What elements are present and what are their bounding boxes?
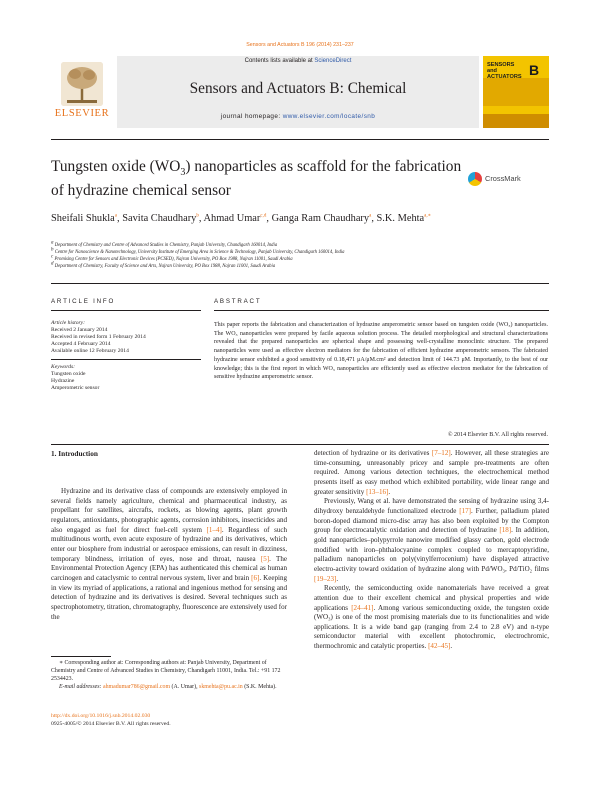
author-name[interactable]: S.K. Mehta <box>376 213 425 224</box>
body-paragraph: Hydrazine and its derivative class of compounds are extensively employed in several fields namely agriculture, chemical and pharmaceutical industry, as propellant for satellites, aircrafts, rockets, as blowing agents, plant growth regulators, antioxidants, photographic agents, corrosion inhibitors, insecticides and also engaged as fuel for direct fuel-cell system [1–4]. Regardless of such multitudinous worth, even acute exposure of hydrazine and its derivatives, which enter our biosphere from industrial or aerospace emissions, can result in dizziness, temporary blindness, irritation of eyes, nose and throat, nausea [5]. The Environmental Protection Agency (EPA) has authenticated this chemical as human carcinogen and cataclysmic to central nervous system, liver and brain [6]. Keeping in view its myriad of applications, a rational and ingenious method for sensing and detection of hydrazine and its derivatives is desired. Several techniques such as spectrophotometry, titration, chromatography, fluorescence are extensively used for the <box>51 487 288 621</box>
affiliation-text: Promising Centre for Sensors and Electronic Devices (PCSED), Najran University, PO Box 1988, Najran 11001, Saudi Arabia <box>54 257 293 262</box>
journal-citation[interactable]: Sensors and Actuators B 196 (2014) 231–237 <box>246 42 354 48</box>
corresponding-author-note: ∗ Corresponding author at: Corresponding authors at: Panjab University, Department of Chemistry and Centre of Advanced Studies in Chemistry, Chandigarh 11001, India. Tel.: +91 172 2534423. <box>51 660 281 682</box>
affiliation-mark: b <box>51 247 55 253</box>
keyword-item: Tungsten oxide <box>51 371 86 377</box>
body-column-left <box>51 487 287 622</box>
citation-link[interactable]: [19–23] <box>314 574 337 583</box>
header-rule <box>51 139 549 140</box>
body-paragraph: Previously, Wang et al. have demonstrated the sensing of hydrazine using 3,4-dihydroxy benzaldehyde functionalized electrode [17]. Further, palladium plated boron-doped diamond micro-disc array has also been exploited by the Compton group for electrocatalytic oxidation and detection of hydrazine [18]. In addition, gold nanoparticles–polypyrrole nanowire modified glassy carbon, gold electrode modified with iron–phthalocyanine complex coupled to mercaptopyridine, palladium nanoparticles on poly(vinylferrocenium) have displayed attractive electro-activity toward oxidation of hydrazine along with Pd/WO₃, Pd/TiO₂ films [19–23]. <box>314 497 550 583</box>
author-name[interactable]: Savita Chaudhary <box>122 213 197 224</box>
divider <box>214 310 549 311</box>
email-line <box>51 684 287 692</box>
journal-band <box>117 56 479 128</box>
doi-block <box>51 713 287 729</box>
article-title <box>51 158 471 200</box>
affiliation-marker[interactable]: a,∗ <box>424 213 432 219</box>
divider <box>51 444 549 445</box>
affiliation-marker[interactable]: a <box>114 213 118 219</box>
citation-link[interactable]: [17] <box>459 506 472 515</box>
section-heading-introduction: 1. Introduction <box>51 449 98 458</box>
affiliation-item <box>51 242 549 249</box>
cover-line3: ACTUATORS <box>487 74 522 80</box>
contents-prefix: Contents lists available at <box>244 58 315 64</box>
citation-link[interactable]: [24–41] <box>351 603 374 612</box>
article-info-heading: ARTICLE INFO <box>51 298 116 305</box>
title-part1: Tungsten oxide (WO <box>51 158 181 175</box>
contents-line <box>117 58 479 64</box>
divider <box>51 359 201 360</box>
affiliation-item <box>51 256 549 263</box>
body-paragraph: detection of hydrazine or its derivatives [7–12]. However, all these strategies are time-consuming, unreasonably pricey and sample pre-treatments are often required. Among various detection techniques, the electrochemical method presents itself as easy method which exhibited portability, wide linear range and greater sensitivity [13–16]. <box>314 449 549 496</box>
affiliation-item <box>51 263 549 270</box>
cover-line1: SENSORS <box>487 62 515 68</box>
cover-bottom <box>483 114 549 128</box>
cover-line2: and <box>487 68 497 74</box>
affiliation-marker[interactable]: b <box>196 213 199 219</box>
cover-title <box>487 62 522 80</box>
author-name[interactable]: Ahmad Umar <box>203 213 261 224</box>
title-subscript: 3 <box>180 167 186 179</box>
cover-letter: B <box>529 62 540 78</box>
homepage-line <box>117 113 479 120</box>
elsevier-logo <box>51 56 113 128</box>
keywords-list <box>51 371 201 392</box>
crossmark-icon <box>468 172 482 186</box>
author-separator: , <box>117 213 123 224</box>
history-item: Received 2 January 2014 <box>51 327 108 333</box>
keyword-item: Amperometric sensor <box>51 385 100 391</box>
affiliation-mark: a <box>51 240 55 246</box>
divider <box>51 310 201 311</box>
sciencedirect-link[interactable]: ScienceDirect <box>314 58 352 64</box>
footnotes <box>51 660 287 692</box>
affiliation-mark: c <box>51 254 55 260</box>
author-name[interactable]: Sheifali Shukla <box>51 213 115 224</box>
homepage-prefix: journal homepage: <box>220 113 283 120</box>
elsevier-tree-icon <box>61 62 103 106</box>
author-name[interactable]: Ganga Ram Chaudhary <box>271 213 370 224</box>
cover-band <box>483 78 549 106</box>
email-link-mehta[interactable]: skmehta@pu.ac.in <box>199 683 243 690</box>
citation-link[interactable]: [18] <box>499 526 512 535</box>
author-separator: , <box>198 213 204 224</box>
author-separator: , <box>371 213 377 224</box>
citation-link[interactable]: [13–16] <box>366 487 389 496</box>
citation-link[interactable]: [1–4] <box>206 525 222 534</box>
email-link-umar[interactable]: ahmadumar786@gmail.com <box>102 683 171 690</box>
affiliation-mark: d <box>51 261 55 267</box>
body-column-right <box>314 449 549 652</box>
crossmark-label: CrossMark <box>485 174 521 183</box>
affiliation-item <box>51 249 549 256</box>
author-separator: , <box>266 213 272 224</box>
divider <box>51 283 549 284</box>
abstract-copyright: © 2014 Elsevier B.V. All rights reserved. <box>447 432 548 438</box>
abstract-heading: ABSTRACT <box>214 298 262 305</box>
history-title: Article history: <box>51 320 86 326</box>
doi-link[interactable]: http://dx.doi.org/10.1016/j.snb.2014.02.030 <box>51 713 151 719</box>
footnote-rule <box>51 656 111 657</box>
affiliations <box>51 242 549 270</box>
journal-cover-thumbnail <box>483 56 549 128</box>
journal-title: Sensors and Actuators B: Chemical <box>189 80 407 97</box>
issn-line: 0925-4005/© 2014 Elsevier B.V. All rights reserved. <box>51 720 171 727</box>
article-info <box>51 320 201 392</box>
citation-link[interactable]: [5] <box>260 554 270 563</box>
affiliation-marker[interactable]: a <box>369 213 372 219</box>
history-item: Accepted 4 February 2014 <box>51 341 111 347</box>
citation-link[interactable]: [7–12] <box>431 449 451 457</box>
citation-link[interactable]: [42–45] <box>428 642 451 651</box>
keywords-title: Keywords: <box>51 364 76 370</box>
abstract-text: This paper reports the fabrication and characterization of hydrazine amperometric sensor based on tungsten oxide (WO₃) nanoparticles. The WO₃ nanoparticles were prepared by facile aqueous solution process. The detailed morphological and structural characterizations revealed that the prepared nanoparticles are spherical shape and possessing well-crystalline monoclinic structure. The prepared nanoparticles were used as effective electron mediators for the fabrication of efficient hydrazine amperometric sensors. The fabricated hydrazine sensor exhibited a good sensitivity of 0.18,471 μA/μM.cm² and detection limit of 144.73 μM. Importantly, to the best of our knowledge; this is the first report in which WO₃ nanoparticles are efficiently used as effective electron mediator for the fabrication of sensitive hydrazine amperometric sensor. <box>214 322 548 381</box>
affiliation-text: Centre for Nanoscience & Nanotechnology, University Institute of Emerging Area in Science & Technology, Panjab University, Chandigarh 160014, India <box>54 250 345 255</box>
email-owner-mehta: (S.K. Mehta). <box>242 683 277 690</box>
journal-header <box>51 56 549 134</box>
history-item: Received in revised form 1 February 2014 <box>51 334 146 340</box>
affiliation-text: Department of Chemistry and Centre of Advanced Studies in Chemistry, Panjab University, Chandigarh 160014, India <box>54 243 278 248</box>
author-list <box>51 212 471 227</box>
history-item: Available online 12 February 2014 <box>51 348 129 354</box>
history-list <box>51 327 201 355</box>
affiliation-text: Department of Chemistry, Faculty of Science and Arts, Najran University, PO Box 1988, Najran 11001, Saudi Arabia <box>54 264 276 269</box>
citation-link[interactable]: [6] <box>251 573 260 582</box>
keyword-item: Hydrazine <box>51 378 75 384</box>
title-part2: ) nanoparticles as scaffold for the fabrication of hydrazine chemical sensor <box>51 158 462 200</box>
body-paragraph: Recently, the semiconducting oxide nanomaterials have received a great attention due to their excellent chemical and physical properties and wide applications [24–41]. Among various semiconducting oxide, the tungsten oxide (WO₃) is one of the most promising materials due to its functionalities and wide applications. It is a wide band gap (ranging from 2.4 to 2.8 eV) and n-type semiconductor material with excellent photochromic, electrochromic, thermochromic and catalytic properties. [42–45]. <box>314 584 549 651</box>
crossmark-badge[interactable] <box>468 172 550 188</box>
publisher-name: ELSEVIER <box>54 108 110 119</box>
homepage-link[interactable]: www.elsevier.com/locate/snb <box>282 113 376 120</box>
affiliation-marker[interactable]: c,d <box>260 213 267 219</box>
email-prefix: E-mail addresses: <box>59 683 103 690</box>
email-owner-umar: (A. Umar), <box>170 683 200 690</box>
